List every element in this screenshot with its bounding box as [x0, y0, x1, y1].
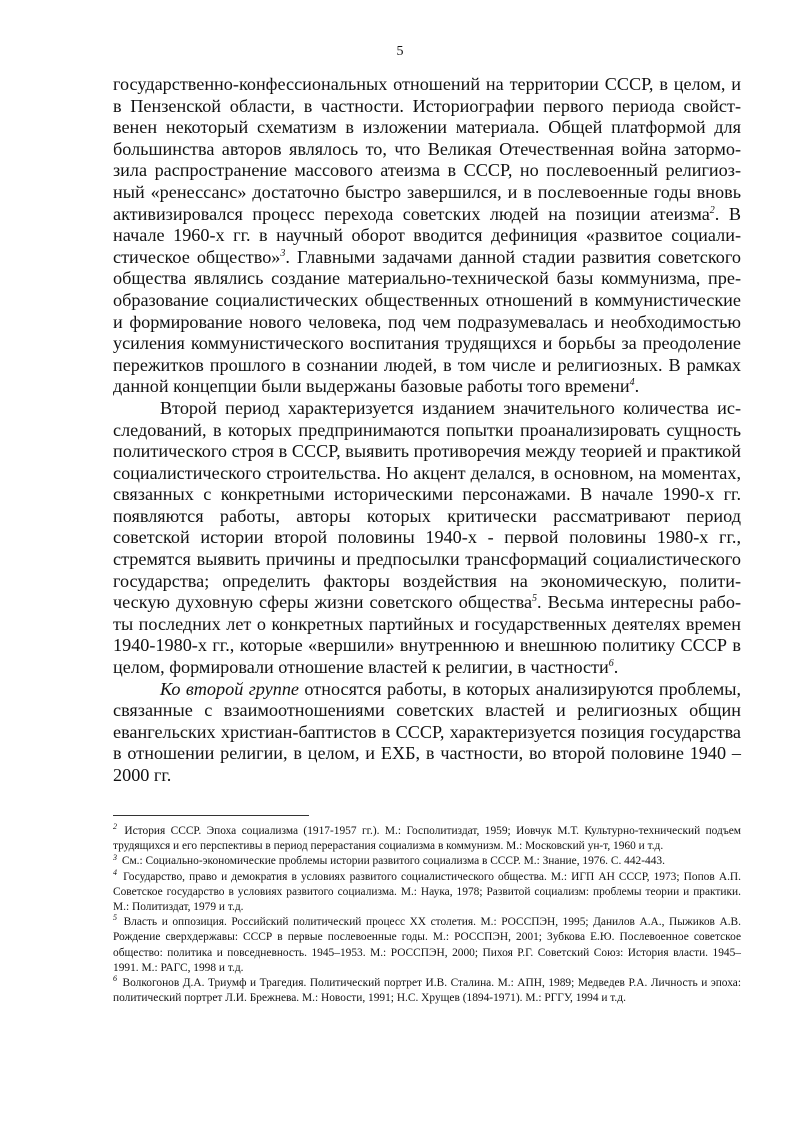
footnote-reference: 5	[532, 593, 538, 605]
page-number: 5	[396, 44, 404, 59]
footnote-number: 3	[113, 852, 117, 862]
paragraph-text: относятся работы, в которых анализируются проблемы, связанные с взаимоотношениями советских властей и религиозных общин евангельских христиан-баптистов в СССР, характеризуется позиция государства в отношении религии, в целом, и ЕХБ, в частности, во второй половине 1940 – 2000 гг.	[113, 678, 741, 785]
paragraph-text: . Главными задачами данной стадии развития советского общества являлись создание материально-технической базы коммунизма, преобразование социалистических общественных отношений в коммунистические и формирование нового человека, под чем подразумевалась и необходимостью усиления коммунистического воспитания трудящихся и борьбы за преодоление пережитков прошлого в сознании людей, в том числе и религиозных. В рамках данной концепции были выдержаны базовые работы того времени	[113, 246, 741, 397]
footnote-number: 2	[113, 822, 117, 832]
paragraph-text: .	[634, 376, 640, 397]
paragraph-text: . В начале 1960-х гг. в научный оборот вводится дефиниция «развитое социалистическое общество»	[113, 203, 741, 267]
footnote	[113, 854, 741, 869]
paragraph-text: Второй период характеризуется изданием значительного количества исследований, в которых предпринимаются попытки проанализировать сущность политического строя в СССР, выявить противоречия между теорией и практикой социалистического строительства. Но акцент делался, в основном, на моментах, связанных с конкретными историческими персонажами. В начале 1990-х гг. появляются работы, авторы которых критически рассматривают период советской истории второй половины 1940-х - первой половины 1980-х гг., стремятся выявить причины и предпосылки трансформаций социалистического государства; определить факторы воздействия на экономическую, политическую духовную сферы жизни советского общества	[113, 397, 741, 613]
footnote-divider	[113, 815, 309, 816]
paragraph-text: .	[613, 657, 619, 678]
paragraph	[113, 679, 741, 787]
footnote-text: Государство, право и демократия в условиях развитого социалистического общества. М.: ИГП АН СССР, 1973; Попов А.П. Советское государство в условиях развитого социализма. М.: Наука, 1978; Развитой социализм: проблемы теории и практики. М.: Политиздат, 1979 и т.д.	[113, 870, 741, 914]
footnote-number: 5	[113, 913, 117, 923]
footnote	[113, 915, 741, 976]
footnote-text: История СССР. Эпоха социализма (1917-1957 гг.). М.: Госполитиздат, 1959; Иовчук М.Т. Культурно-технический подъем трудящихся и его перспективы в период перерастания социализма в коммунизм. М.: Московский ун-т, 1960 и т.д.	[113, 825, 741, 853]
footnote-reference: 6	[608, 657, 614, 669]
footnote-number: 4	[113, 867, 117, 877]
footnote-text: Волкогонов Д.А. Триумф и Трагедия. Политический портрет И.В. Сталина. М.: АПН, 1989; Медведев Р.А. Личность и эпоха: политический портрет Л.И. Брежнева. М.: Новости, 1991; Н.С. Хрущев (1894-1971). М.: РГГУ, 1994 и т.д.	[113, 977, 741, 1005]
paragraph	[113, 74, 741, 398]
paragraph-text: государственно-конфессиональных отношений на территории СССР, в целом, и в Пензенской области, в частности. Историографии первого периода свойственен некоторый схематизм в изложении материала. Общей платформой для большинства авторов являлось то, что Великая Отечественная война затормозила распространение массового атеизма в СССР, но послевоенный религиозный «ренессанс» достаточно быстро завершился, и в послевоенные годы вновь активизировался процесс перехода советских людей на позиции атеизма	[113, 74, 741, 224]
footnote	[113, 824, 741, 854]
footnote-number: 6	[113, 974, 117, 984]
footnote-reference: 3	[280, 247, 286, 259]
paragraph	[113, 398, 741, 679]
footnote-reference: 4	[629, 377, 635, 389]
footnote-text: См.: Социально-экономические проблемы истории развитого социализма в СССР. М.: Знание, 1976. С. 442-443.	[119, 855, 665, 868]
footnote-text: Власть и оппозиция. Российский политический процесс XX столетия. М.: РОССПЭН, 1995; Данилов А.А., Пыжиков А.В. Рождение сверхдержавы: СССР в первые послевоенные годы. М.: РОССПЭН, 2001; Зубкова Е.Ю. Послевоенное советское общество: политика и повседневность. 1945–1953. М.: РОССПЭН, 2000; Пихоя Р.Г. Советский Союз: История власти. 1945–1991. М.: РАГС, 1998 и т.д.	[113, 916, 741, 974]
footnotes-section	[113, 824, 741, 1006]
paragraph-text: . Весьма интересны работы последних лет о конкретных партийных и государственных деятелях времен 1940-1980-х гг., которые «вершили» внутреннюю и внешнюю политику СССР в целом, формировали отношение властей к религии, в частности	[113, 592, 741, 678]
main-text	[113, 74, 741, 787]
footnote-reference: 2	[709, 204, 715, 216]
footnote	[113, 976, 741, 1006]
footnote	[113, 867, 741, 916]
italic-text: Ко второй группе	[160, 678, 299, 699]
